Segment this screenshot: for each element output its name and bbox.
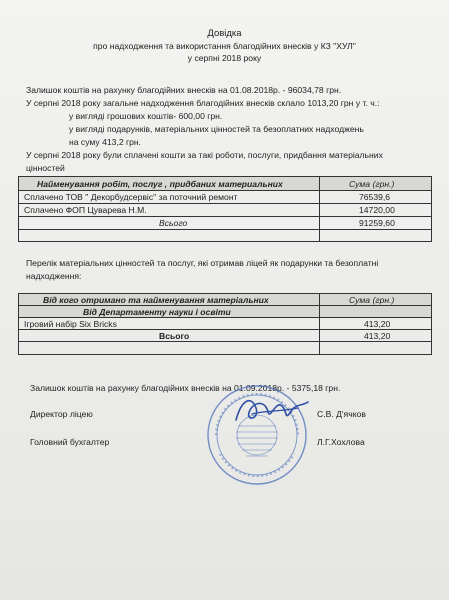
expenses-col-sum-header: Сума (грн.) bbox=[349, 179, 395, 189]
director-name: С.В. Д'ячков bbox=[317, 409, 366, 419]
director-signature bbox=[232, 392, 312, 430]
balance-start-text: Залишок коштів на рахунку благодійних внесків на 01.08.2018р. - 96034,78 грн. bbox=[26, 85, 342, 95]
paid-intro-text: У серпні 2018 року були сплачені кошти за такі роботи, послуги, придбання матеріальних bbox=[26, 150, 383, 160]
gifts-intro-text: Перелік матеріальних цінностей та послуг, які отримав ліцей як подарунки та безоплатні bbox=[26, 258, 379, 268]
gift-sum: 413,20 bbox=[364, 319, 391, 329]
column-divider bbox=[319, 294, 320, 354]
expense-name: Сплачено ТОВ " Декорбудсервіс" за поточний ремонт bbox=[24, 192, 238, 202]
gifts-table bbox=[18, 293, 432, 355]
paid-intro-text-2: цінностей bbox=[26, 163, 65, 173]
gift-name: Ігровий набір Six Bricks bbox=[24, 319, 117, 329]
cash-income-text: у вигляді грошових коштів- 600,00 грн. bbox=[69, 111, 223, 121]
accountant-name: Л.Г.Хохлова bbox=[317, 437, 365, 447]
director-role: Директор ліцею bbox=[30, 409, 93, 419]
expenses-col-name-header: Найменування робіт, послуг , придбаних материальних bbox=[37, 179, 283, 189]
gifts-income-amount: на суму 413,2 грн. bbox=[69, 137, 142, 147]
gifts-total-value: 413,20 bbox=[364, 331, 391, 341]
expense-sum: 14720,00 bbox=[359, 205, 395, 215]
expense-sum: 76539,6 bbox=[359, 192, 391, 202]
column-divider bbox=[319, 177, 320, 241]
gifts-total-label: Всього bbox=[159, 331, 190, 341]
expenses-table bbox=[18, 176, 432, 242]
gifts-section-label: Від Департаменту науки і освіти bbox=[83, 307, 231, 317]
gifts-income-text: у вигляді подарунків, матеріальних цінностей та безоплатних надходжень bbox=[69, 124, 364, 134]
document-title: Довідка bbox=[207, 28, 242, 39]
document-period: у серпні 2018 року bbox=[187, 53, 262, 63]
expenses-total-label: Всього bbox=[159, 218, 188, 228]
total-income-text: У серпні 2018 року загальне надходження благодійних внесків склало 1013,20 грн у т. ч.: bbox=[26, 98, 380, 108]
gifts-col-sum-header: Сума (грн.) bbox=[349, 295, 395, 305]
expense-name: Сплачено ФОП Цуварева Н.М. bbox=[24, 205, 147, 215]
expenses-total-value: 91259,60 bbox=[359, 218, 395, 228]
gifts-intro-text-2: надходження: bbox=[26, 271, 82, 281]
accountant-role: Головний бухгалтер bbox=[30, 437, 110, 447]
document-subtitle: про надходження та використання благодійних внесків у КЗ "ХУЛ" bbox=[93, 41, 356, 51]
balance-end-text: Залишок коштів на рахунку благодійних внесків на 01.09.2018р. - 5375,18 грн. bbox=[30, 383, 341, 393]
gifts-col-name-header: Від кого отримано та найменування матеріальних bbox=[43, 295, 269, 305]
